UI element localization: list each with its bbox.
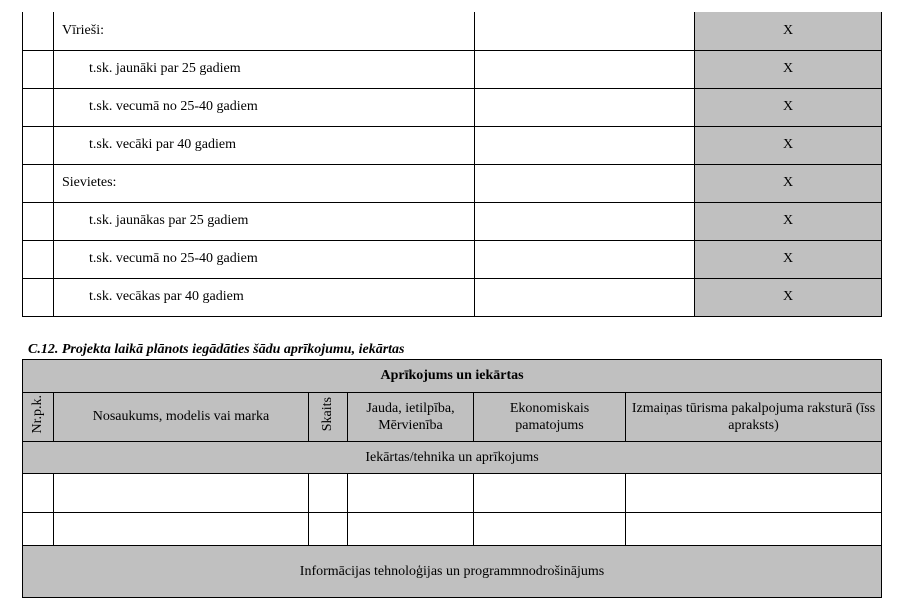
table-row xyxy=(23,278,882,316)
column-header-econ: Ekonomiskais pamatojums xyxy=(474,393,626,442)
row-spacer-cell xyxy=(23,50,54,88)
cell-power[interactable] xyxy=(348,513,474,546)
input-cell[interactable] xyxy=(475,202,695,240)
column-header-name: Nosaukums, modelis vai marka xyxy=(54,393,309,442)
table-row xyxy=(23,513,882,546)
row-label: t.sk. vecumā no 25-40 gadiem xyxy=(54,240,475,278)
column-header-power: Jauda, ietilpība, Mērvienība xyxy=(348,393,474,442)
column-header-count-label: Skaits xyxy=(320,397,335,432)
row-spacer-cell xyxy=(23,202,54,240)
row-label: t.sk. vecumā no 25-40 gadiem xyxy=(54,88,475,126)
column-header-row xyxy=(23,393,882,442)
row-label: t.sk. vecākas par 40 gadiem xyxy=(54,278,475,316)
cell-name[interactable] xyxy=(54,474,309,513)
row-spacer-cell xyxy=(23,126,54,164)
equipment-table xyxy=(22,359,882,598)
cell-count[interactable] xyxy=(309,474,348,513)
x-cell: X xyxy=(695,88,882,126)
x-cell: X xyxy=(695,126,882,164)
x-cell: X xyxy=(695,164,882,202)
cell-econ[interactable] xyxy=(474,474,626,513)
section-row xyxy=(23,546,882,598)
section-label-it: Informācijas tehnoloģijas un programmnodrošinājums xyxy=(23,546,882,598)
cell-change[interactable] xyxy=(626,513,882,546)
table-row xyxy=(23,50,882,88)
row-label: t.sk. jaunāki par 25 gadiem xyxy=(54,50,475,88)
input-cell[interactable] xyxy=(475,12,695,50)
column-header-change: Izmaiņas tūrisma pakalpojuma raksturā (īss apraksts) xyxy=(626,393,882,442)
table-row xyxy=(23,240,882,278)
column-header-count xyxy=(309,393,348,442)
x-cell: X xyxy=(695,240,882,278)
input-cell[interactable] xyxy=(475,126,695,164)
table-header-row xyxy=(23,360,882,393)
input-cell[interactable] xyxy=(475,88,695,126)
input-cell[interactable] xyxy=(475,278,695,316)
column-header-nr-label: Nr.p.k. xyxy=(30,395,45,434)
cell-econ[interactable] xyxy=(474,513,626,546)
cell-nr[interactable] xyxy=(23,513,54,546)
cell-count[interactable] xyxy=(309,513,348,546)
row-label: t.sk. jaunākas par 25 gadiem xyxy=(54,202,475,240)
section-title-c12: C.12. Projekta laikā plānots iegādāties šādu aprīkojumu, iekārtas xyxy=(28,342,405,357)
row-label: Sievietes: xyxy=(54,164,475,202)
cell-name[interactable] xyxy=(54,513,309,546)
workforce-table xyxy=(22,12,882,317)
cell-change[interactable] xyxy=(626,474,882,513)
row-label: Vīrieši: xyxy=(54,12,475,50)
x-cell: X xyxy=(695,278,882,316)
input-cell[interactable] xyxy=(475,240,695,278)
x-cell: X xyxy=(695,50,882,88)
cell-power[interactable] xyxy=(348,474,474,513)
cell-nr[interactable] xyxy=(23,474,54,513)
input-cell[interactable] xyxy=(475,50,695,88)
x-cell: X xyxy=(695,12,882,50)
table-row xyxy=(23,12,882,50)
section-label-equipment: Iekārtas/tehnika un aprīkojums xyxy=(23,442,882,474)
x-cell: X xyxy=(695,202,882,240)
table-row xyxy=(23,474,882,513)
row-spacer-cell xyxy=(23,12,54,50)
row-spacer-cell xyxy=(23,278,54,316)
column-header-nr xyxy=(23,393,54,442)
table-row xyxy=(23,202,882,240)
row-spacer-cell xyxy=(23,88,54,126)
table-row xyxy=(23,88,882,126)
table-title-cell: Aprīkojums un iekārtas xyxy=(23,360,882,393)
input-cell[interactable] xyxy=(475,164,695,202)
row-spacer-cell xyxy=(23,240,54,278)
row-spacer-cell xyxy=(23,164,54,202)
table-row xyxy=(23,164,882,202)
row-label: t.sk. vecāki par 40 gadiem xyxy=(54,126,475,164)
table-row xyxy=(23,126,882,164)
section-row xyxy=(23,442,882,474)
